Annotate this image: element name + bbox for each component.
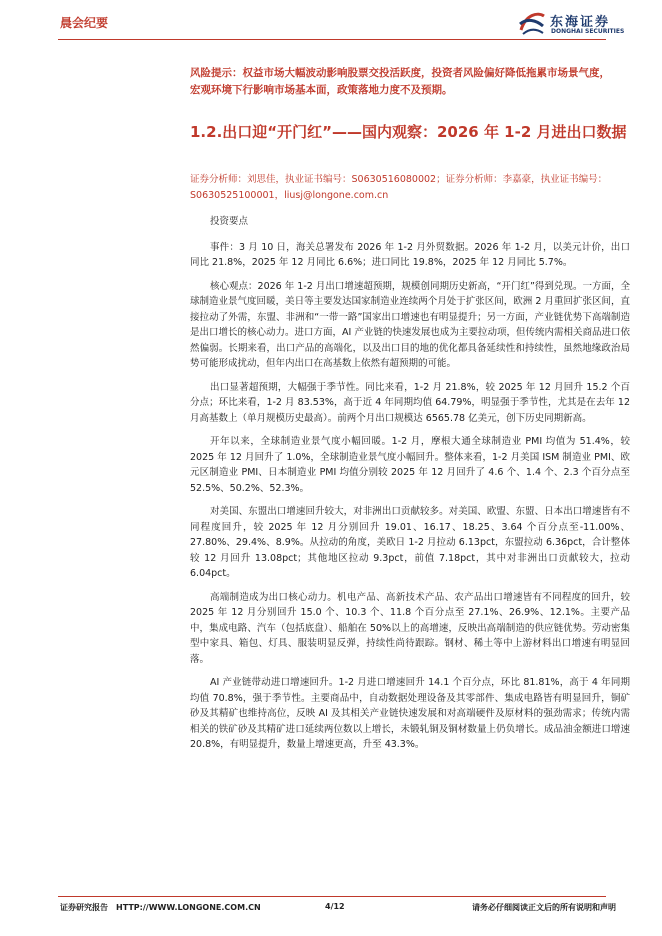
- body-paragraph-event: 事件：3 月 10 日，海关总署发布 2026 年 1-2 月外贸数据。2026 年 1-2 月，以美元计价，出口同比 21.8%，2025 年 12 月同比 6.6%；进口同比 19.8%，2025 年 12 月同比 5.7%。: [190, 241, 630, 268]
- body-lead: 投资要点: [210, 216, 249, 227]
- footer-website-link[interactable]: 证券研究报告 HTTP://WWW.LONGONE.COM.CN: [60, 903, 261, 912]
- body-paragraph-high-end: 高端制造成为出口核心动力。机电产品、高新技术产品、农产品出口增速皆有不同程度的回升，较 2025 年 12 月分别回升 15.0 个、10.3 个、11.8 个百分点至 27.1%、26.9%、12.1%。主要产品中，集成电路、汽车（包括底盘）、船舶在 50%以上的高增速，反映出高端制造的供应链优势。劳动密集型中家具、箱包、灯具、服装明显反弹，持续性尚待跟踪。钢材、稀土等中上游材料出口增速有明显回落。: [190, 591, 630, 665]
- risk-warning: 风险提示：权益市场大幅波动影响股票交投活跃度，投资者风险偏好降低拖累市场景气度，宏观环境下行影响市场基本面，政策落地力度不及预期。: [190, 67, 610, 96]
- page-header: [0, 0, 662, 48]
- logo-text-en: DONGHAI SECURITIES: [551, 28, 625, 35]
- report-body: [190, 214, 630, 761]
- logo-text-cn: 东海证券: [550, 15, 611, 30]
- body-paragraph-pmi: 开年以来，全球制造业景气度小幅回暖。1-2 月，摩根大通全球制造业 PMI 均值为 51.4%，较 2025 年 12 月回升了 1.0%，全球制造业景气度小幅回升。整体来看，1-2 月美国 ISM 制造业 PMI、欧元区制造业 PMI、日本制造业 PMI 均值分别较 2025 年 12 月回升了 4.6 个、1.4 个、2.3 个百分点至 52.5%、50.2%、52.3%。: [190, 436, 630, 494]
- body-paragraph-regions: 对美国、东盟出口增速回升较大，对非洲出口贡献较多。对美国、欧盟、东盟、日本出口增速皆有不同程度回升，较 2025 年 12 月分别回升 19.01、16.17、18.25、3.64 个百分点至-11.00%、27.80%、29.4%、8.9%。从拉动的角度，美欧日 1-2 月拉动 6.13pct，东盟拉动 6.36pct，合计整体较 12 月回升 13.08pct；其他地区拉动 9.3pct，前值 7.18pct，其中对非洲出口贡献较大，拉动 6.04pct。: [190, 506, 630, 579]
- body-paragraph-export: 出口显著超预期，大幅强于季节性。同比来看，1-2 月 21.8%，较 2025 年 12 月回升 15.2 个百分点；环比来看，1-2 月 83.53%，高于近 4 年同期均值 64.79%，明显强于季节性，尤其是在去年 12 月高基数上（单月规模历史最高）。前两个月出口规模达 6565.78 亿美元，创下历史同期新高。: [190, 381, 630, 424]
- header-divider: [58, 39, 606, 40]
- body-paragraph-import: AI 产业链带动进口增速回升。1-2 月进口增速回升 14.1 个百分点，环比 81.81%，高于 4 年同期均值 70.8%，强于季节性。主要商品中，自动数据处理设备及其零部件、集成电路皆有明显回升，铜矿砂及其精矿也维持高位，反映 AI 及其相关产业链快速发展和对高端硬件及原材料的强劲需求；传统内需相关的铁矿砂及其精矿进口延续两位数以上增长，未锻轧铜及铜材数量上仍负增长。成品油金额进口增速 20.8%，有明显提升，数量上增速更高，升至 43.3%。: [190, 677, 630, 750]
- body-paragraph-core-view: 核心观点：2026 年 1-2 月出口增速超预期，规模创同期历史新高，“开门红”得到兑现。一方面，全球制造业景气度回暖，美日等主要发达国家制造业连续两个月处于扩张区间，欧洲 2 月重回扩张区间，直接拉动了外需，东盟、非洲和“一带一路”国家出口增速也有明显提升；另一方面，产业链优势下高端制造是出口增长的核心动力。进口方面，AI 产业链的快速发展也成为主要拉动项，但传统内需相关商品进口依然偏弱。长期来看，出口产品的高端化，以及出口目的地的优化都具备延续性和持续性，虽然地缘政治局势可能形成扰动，但年内出口在高基数上依然有超预期的可能。: [190, 280, 630, 369]
- header-title: 晨会纪要: [60, 16, 109, 30]
- donghai-logo-icon: [518, 10, 546, 36]
- page-number: 4/12: [325, 902, 345, 911]
- section-title: 1.2.出口迎“开门红”——国内观察：2026 年 1-2 月进出口数据: [190, 123, 627, 141]
- analyst-info: 证券分析师：刘思佳，执业证书编号：S0630516080002；证券分析师：李嘉豪，执业证书编号：S0630525100001，liusj@longone.com.cn: [190, 174, 608, 201]
- footer-divider: [58, 896, 606, 897]
- donghai-logo: [518, 6, 625, 38]
- footer-disclaimer: 请务必仔细阅读正文后的所有说明和声明: [472, 903, 616, 912]
